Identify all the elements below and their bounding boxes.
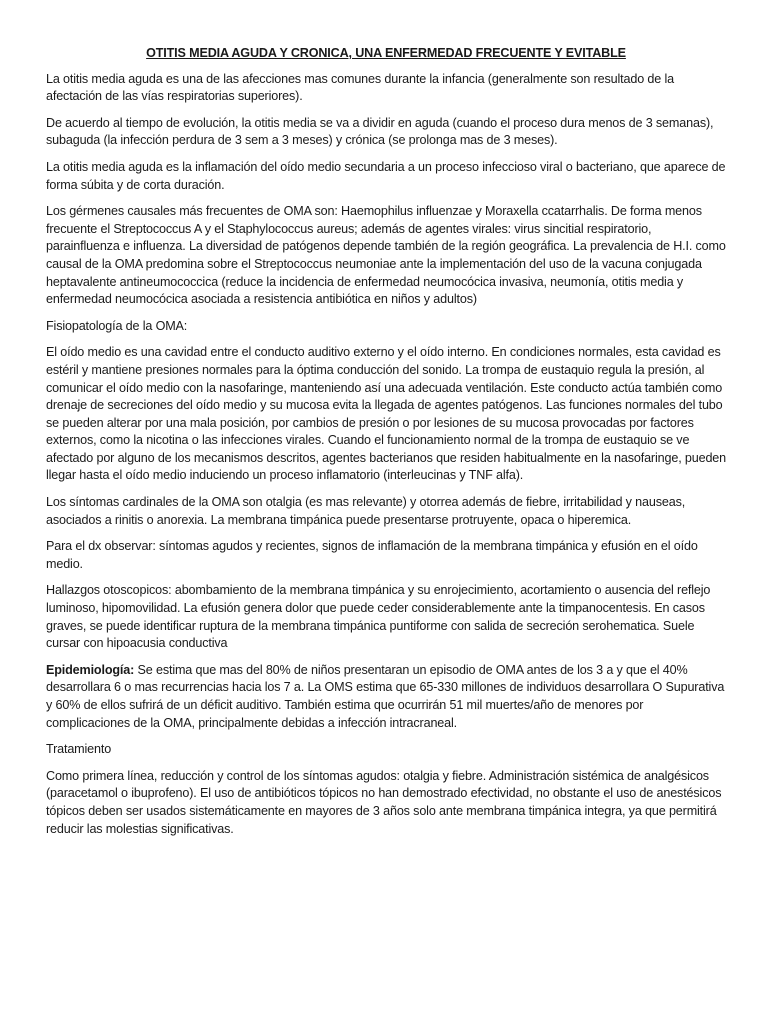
section-heading-tratamiento: Tratamiento [46,742,112,757]
epidemiology-text: Se estima que mas del 80% de niños presentaran un episodio de OMA antes de los 3 a y que el 40% desarrollara 6 o mas recurrencias hacia los 7 a. La OMS estima que 65-330 millones de individuos desarrollara O Supurativa y 60% de ellos sufrirá de un déficit auditivo. También estima que ocurrirán 51 mil muertes/año de menores por complicaciones de la OMA, principalmente debidas a infección intracraneal. [46,662,725,730]
paragraph-evolution: De acuerdo al tiempo de evolución, la otitis media se va a dividir en aguda (cuando el proceso dura menos de 3 semanas), subaguda (la infección perdura de 3 sem a 3 meses) y crónica (se prolonga mas de 3 meses). [46,115,714,148]
epidemiology-label: Epidemiología: [46,662,135,677]
document-page [46,45,726,847]
paragraph-diagnosis: Para el dx observar: síntomas agudos y recientes, signos de inflamación de la membrana timpánica y efusión en el oído medio. [46,539,698,571]
paragraph-otoscopic-findings: Hallazgos otoscopicos: abombamiento de la membrana timpánica y su enrojecimiento, acortamiento o ausencia del reflejo luminoso, hipomovilidad. La efusión genera dolor que puede ceder considerablemente ante la timpanocentesis. En casos graves, se puede identificar ruptura de la membrana timpánica puntiforme con salida de secreción serohematica. Suele cursar con hipoacusia conductiva [46,583,711,651]
paragraph-germs: Los gérmenes causales más frecuentes de OMA son: Haemophilus influenzae y Moraxella ccatarrhalis. De forma menos frecuente el Streptococcus A y el Staphylococcus aureus; además de agentes virales: virus sincitial respiratorio, parainfluenza e influenza. La diversidad de patógenos depende también de la región geográfica. La prevalencia de H.I. como causal de la OMA predomina sobre el Streptococcus neumoniae ante la implementación del uso de la vacuna conjugada heptavalente antineumococcica (reduce la incidencia de enfermedad neumocócica invasiva, neumonía, otitis media y enfermedad neumocócica asociada a resistencia antibiótica en niños y adultos) [46,204,726,307]
document-title: OTITIS MEDIA AGUDA Y CRONICA, UNA ENFERMEDAD FRECUENTE Y EVITABLE [146,46,626,60]
paragraph-symptoms: Los síntomas cardinales de la OMA son otalgia (es mas relevante) y otorrea además de fiebre, irritabilidad y nauseas, asociados a rinitis o anorexia. La membrana timpánica puede presentarse protruyente, opaca o hiperemica. [46,495,686,527]
paragraph-definition: La otitis media aguda es la inflamación del oído medio secundaria a un proceso infeccioso viral o bacteriano, que aparece de forma súbita y de corta duración. [46,159,726,192]
section-heading-fisiopatologia: Fisiopatología de la OMA: [46,318,188,333]
paragraph-treatment: Como primera línea, reducción y control de los síntomas agudos: otalgia y fiebre. Administración sistémica de analgésicos (paracetamol o ibuprofeno). El uso de antibióticos tópicos no han demostrado efectividad, no obstante el uso de anestésicos tópicos deben ser usados sistemáticamente en mayores de 3 años solo ante membrana timpánica integra, ya que permitirá reducir las molestias significativas. [46,768,722,836]
paragraph-intro: La otitis media aguda es una de las afecciones mas comunes durante la infancia (generalmente son resultado de la afectación de las vías respiratorias superiores). [46,71,674,104]
paragraph-middle-ear: El oído medio es una cavidad entre el conducto auditivo externo y el oído interno. En condiciones normales, esta cavidad es estéril y mantiene presiones normales para la óptima conducción del sonido. La trompa de eustaquio regula la presión, al comunicar el oído medio con la nasofaringe, manteniendo así una adecuada ventilación. Este conducto actúa también como drenaje de secreciones del oído medio y su mucosa evita la llegada de agentes patógenos. Las funciones normales del tubo se pueden alterar por una mala posición, por cambios de presión o por lesiones de su mucosa provocadas por factores externos, como la nicotina o las infecciones virales. Cuando el funcionamiento normal de la trompa de eustaquio se ve afectado por alguno de los mecanismos descritos, agentes bacterianos que residen habitualmente en la nasofaringe, pueden llegar hasta el oído medio induciendo un proceso inflamatorio (interleucinas y TNF alfa). [46,345,727,483]
paragraph-epidemiology [46,662,726,732]
